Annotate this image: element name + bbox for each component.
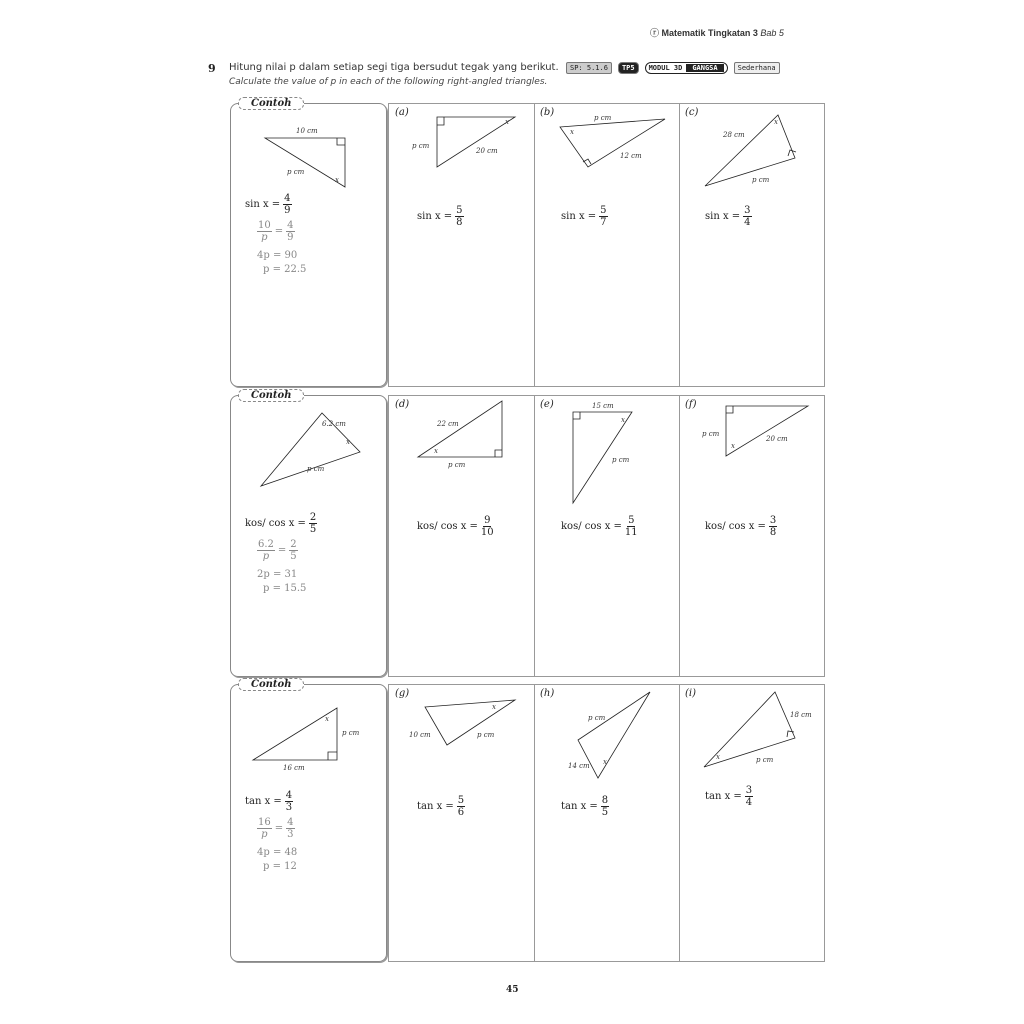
fraction [283,193,291,216]
side-label: p cm [594,114,612,122]
side-label: 22 cm [437,420,459,428]
level-tag: Sederhana [734,62,780,74]
tp-tag: TP5 [618,62,639,74]
angle-label: x [716,753,720,761]
denominator: p [261,232,268,243]
ratio-label: sin x = [705,211,741,222]
side-label: p cm [307,465,325,473]
angle-label: x [603,758,607,766]
side-label: p cm [477,731,495,739]
ratio-label: kos/ cos x = [245,518,306,529]
fraction [455,205,463,228]
denominator: 11 [624,527,638,538]
example-ratio [245,193,292,216]
triangle-b [560,119,665,167]
item-ratio [417,515,494,538]
side-label: p cm [612,456,630,464]
ratio-label: tan x = [245,796,282,807]
book-title: Matematik Tingkatan 3 [661,28,758,38]
page-number: 45 [506,985,519,995]
numerator: 3 [769,515,777,526]
numerator: 5 [457,795,465,806]
angle-label: x [621,416,625,424]
side-label: 10 cm [296,127,318,135]
numerator: 10 [258,220,271,231]
denominator: 9 [284,205,291,216]
example-label: Contoh [238,678,304,691]
numerator: 9 [484,515,491,526]
denominator: 6 [457,807,465,818]
ratio-label: kos/ cos x = [417,521,478,532]
example-step-2: 4p = 48 [257,847,298,858]
angle-label: x [505,118,509,126]
ratio-label: tan x = [417,801,454,812]
angle-label: x [335,176,339,184]
numerator: 4 [287,220,294,231]
numerator: 2 [309,512,317,523]
fraction [625,515,638,538]
numerator: 4 [287,817,294,828]
example-step-3: p = 22.5 [263,264,307,275]
item-label: (b) [540,107,555,118]
denominator: 3 [285,802,293,813]
fraction [286,220,294,243]
item-label: (a) [395,107,409,118]
angle-label: x [325,715,329,723]
logo-icon: ⓡ [650,28,662,38]
ratio-label: kos/ cos x = [705,521,766,532]
ratio-label: kos/ cos x = [561,521,622,532]
side-label: 20 cm [766,435,788,443]
fraction [257,817,272,840]
denominator: 5 [309,524,317,535]
side-label: p cm [342,729,360,737]
triangle-c [705,115,795,186]
denominator: 7 [600,217,607,228]
item-label: (f) [685,399,697,410]
item-ratio [705,785,753,808]
side-label: 14 cm [568,762,590,770]
item-ratio [561,205,608,228]
example-step-1: $\frac{10}{p}$ = $\frac{4}{9}$ [258,220,294,243]
side-label: 6.2 cm [322,420,346,428]
item-label: (g) [395,688,410,699]
numerator: 4 [284,193,291,204]
side-label: 20 cm [476,147,498,155]
fraction [769,515,777,538]
triangle-a [437,117,515,167]
fraction [743,205,751,228]
item-label: (e) [540,399,554,410]
denominator: 8 [769,527,777,538]
item-label: (i) [685,688,697,699]
numerator: 16 [258,817,271,828]
side-label: 15 cm [592,402,614,410]
side-label: p cm [752,176,770,184]
numerator: 5 [628,515,635,526]
example-step-3: p = 15.5 [263,583,307,594]
fraction [257,220,272,243]
side-label: 16 cm [283,764,305,772]
triangle-example-1 [265,138,345,187]
triangle-g [425,700,515,745]
fraction [286,817,294,840]
side-label: p cm [412,142,430,150]
item-label: (h) [540,688,555,699]
gangsa-label: GANGSA [686,64,723,72]
side-label: 28 cm [723,131,745,139]
denominator: p [261,829,268,840]
side-label: 18 cm [790,711,812,719]
modul-label: MODUL 3D [648,64,683,72]
ratio-label: sin x = [245,199,281,210]
angle-label: x [434,447,438,455]
sp-tag: SP: 5.1.6 [566,62,612,74]
numerator: 8 [601,795,609,806]
denominator: 10 [480,527,494,538]
example-ratio [245,790,293,813]
question-text-ms: Hitung nilai p dalam setiap segi tiga bersudut tegak yang berikut. [229,62,559,73]
example-step-2: 2p = 31 [257,569,298,580]
item-label: (c) [685,107,699,118]
angle-label: x [774,118,778,126]
denominator: 3 [287,829,294,840]
numerator: 2 [290,539,297,550]
triangle-f [726,406,808,456]
side-label: p cm [448,461,466,469]
angle-label: x [492,703,496,711]
item-ratio [705,205,752,228]
item-ratio [417,795,465,818]
item-ratio [561,795,609,818]
ratio-label: sin x = [561,211,597,222]
example-label: Contoh [238,97,304,110]
example-step-1: $\frac{6.2}{p}$ = $\frac{2}{5}$ [258,539,297,562]
denominator: 8 [456,217,463,228]
angle-label: x [570,128,574,136]
denominator: 4 [744,217,751,228]
fraction [599,205,607,228]
denominator: 4 [745,797,753,808]
numerator: 3 [744,205,751,216]
example-step-3: p = 12 [263,861,297,872]
numerator: 4 [285,790,293,801]
numerator: 5 [600,205,607,216]
angle-label: x [346,438,350,446]
side-label: p cm [588,714,606,722]
fraction [257,539,275,562]
question-text-en: Calculate the value of p in each of the following right-angled triangles. [229,77,548,87]
side-label: p cm [287,168,305,176]
triangle-d [418,401,502,457]
side-label: p cm [702,430,720,438]
denominator: 9 [287,232,294,243]
item-ratio [705,515,777,538]
item-ratio [561,515,638,538]
example-step-1: $\frac{16}{p}$ = $\frac{4}{3}$ [258,817,294,840]
numerator: 6.2 [258,539,274,550]
item-ratio [417,205,464,228]
angle-label: x [731,442,735,450]
denominator: 5 [290,551,297,562]
item-label: (d) [395,399,410,410]
chapter-label: Bab 5 [760,28,784,38]
ratio-label: tan x = [561,801,598,812]
fraction [481,515,494,538]
fraction [457,795,465,818]
example-label: Contoh [238,389,304,402]
example-step-2: 4p = 90 [257,250,298,261]
question-number: 9 [208,62,216,75]
denominator: 5 [601,807,609,818]
side-label: 10 cm [409,731,431,739]
side-label: 12 cm [620,152,642,160]
fraction [309,512,317,535]
fraction [745,785,753,808]
numerator: 5 [456,205,463,216]
example-ratio [245,512,317,535]
fraction [601,795,609,818]
numerator: 3 [745,785,753,796]
ratio-label: sin x = [417,211,453,222]
ratio-label: tan x = [705,791,742,802]
fraction [289,539,297,562]
denominator: p [262,551,270,562]
side-label: p cm [756,756,774,764]
fraction [285,790,293,813]
